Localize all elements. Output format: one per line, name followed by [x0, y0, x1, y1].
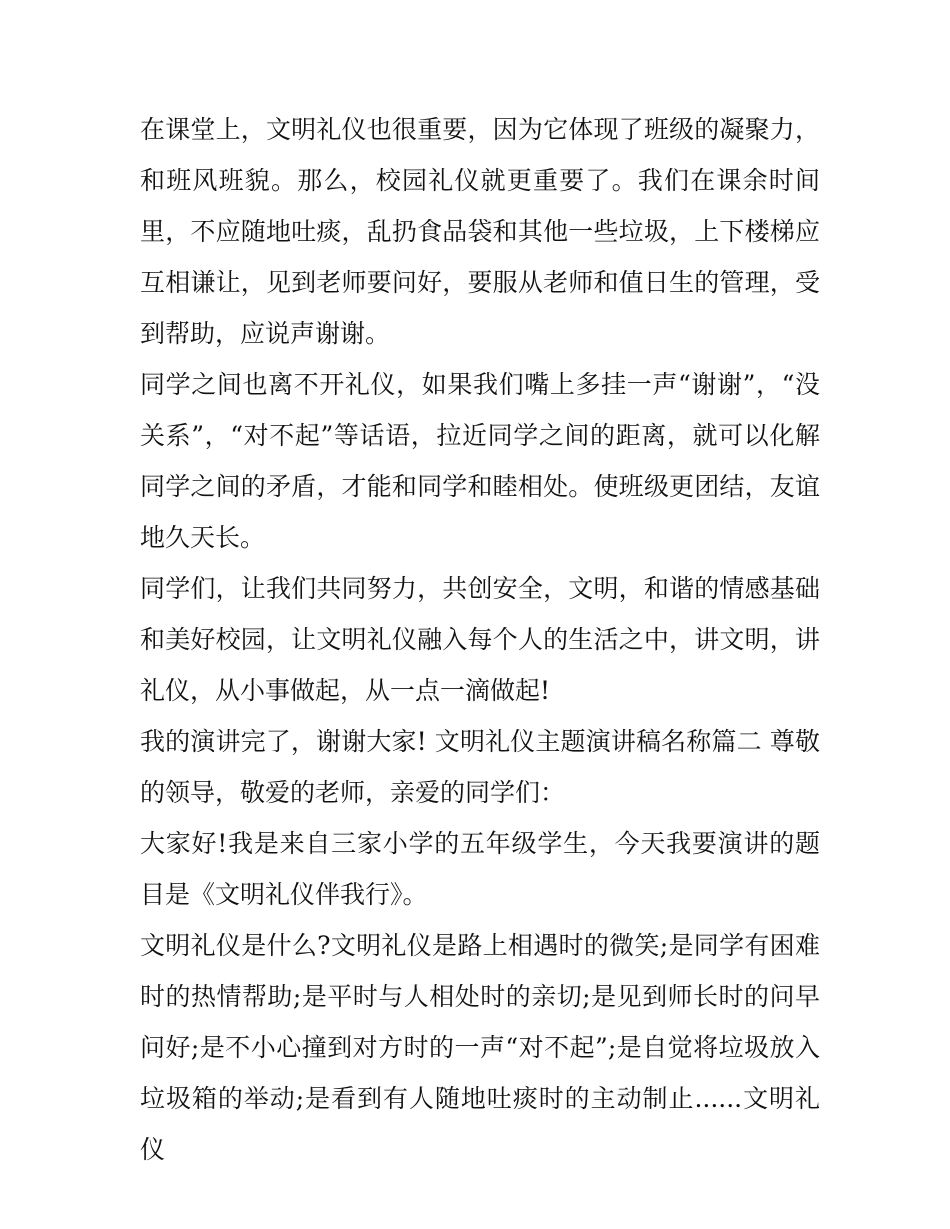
paragraph-call-to-action: 同学们，让我们共同努力，共创安全，文明，和谐的情感基础和美好校园，让文明礼仪融入每个人的生活之中，讲文明，讲礼仪，从小事做起，从一点一滴做起! [140, 574, 820, 705]
document-body [140, 104, 820, 1175]
paragraph-greeting: 大家好!我是来自三家小学的五年级学生，今天我要演讲的题目是《文明礼仪伴我行》。 [140, 829, 820, 909]
paragraph-speech-end-and-second-title: 我的演讲完了，谢谢大家! 文明礼仪主题演讲稿名称篇二 尊敬的领导，敬爱的老师，亲爱的同学们： [140, 727, 820, 807]
paragraph-classmates-etiquette: 同学之间也离不开礼仪，如果我们嘴上多挂一声“谢谢”，“没关系”，“对不起”等话语，拉近同学之间的距离，就可以化解同学之间的矛盾，才能和同学和睦相处。使班级更团结，友谊地久天长。 [140, 370, 820, 552]
paragraph-classroom-etiquette: 在课堂上，文明礼仪也很重要，因为它体现了班级的凝聚力，和班风班貌。那么，校园礼仪就更重要了。我们在课余时间里，不应随地吐痰，乱扔食品袋和其他一些垃圾，上下楼梯应互相谦让，见到老师要问好，要服从老师和值日生的管理，受到帮助，应说声谢谢。 [140, 115, 820, 348]
paragraph-what-is-etiquette: 文明礼仪是什么?文明礼仪是路上相遇时的微笑;是同学有困难时的热情帮助;是平时与人相处时的亲切;是见到师长时的问早问好;是不小心撞到对方时的一声“对不起”;是自觉将垃圾放入垃圾箱的举动;是看到有人随地吐痰时的主动制止......文明礼仪 [140, 931, 820, 1164]
